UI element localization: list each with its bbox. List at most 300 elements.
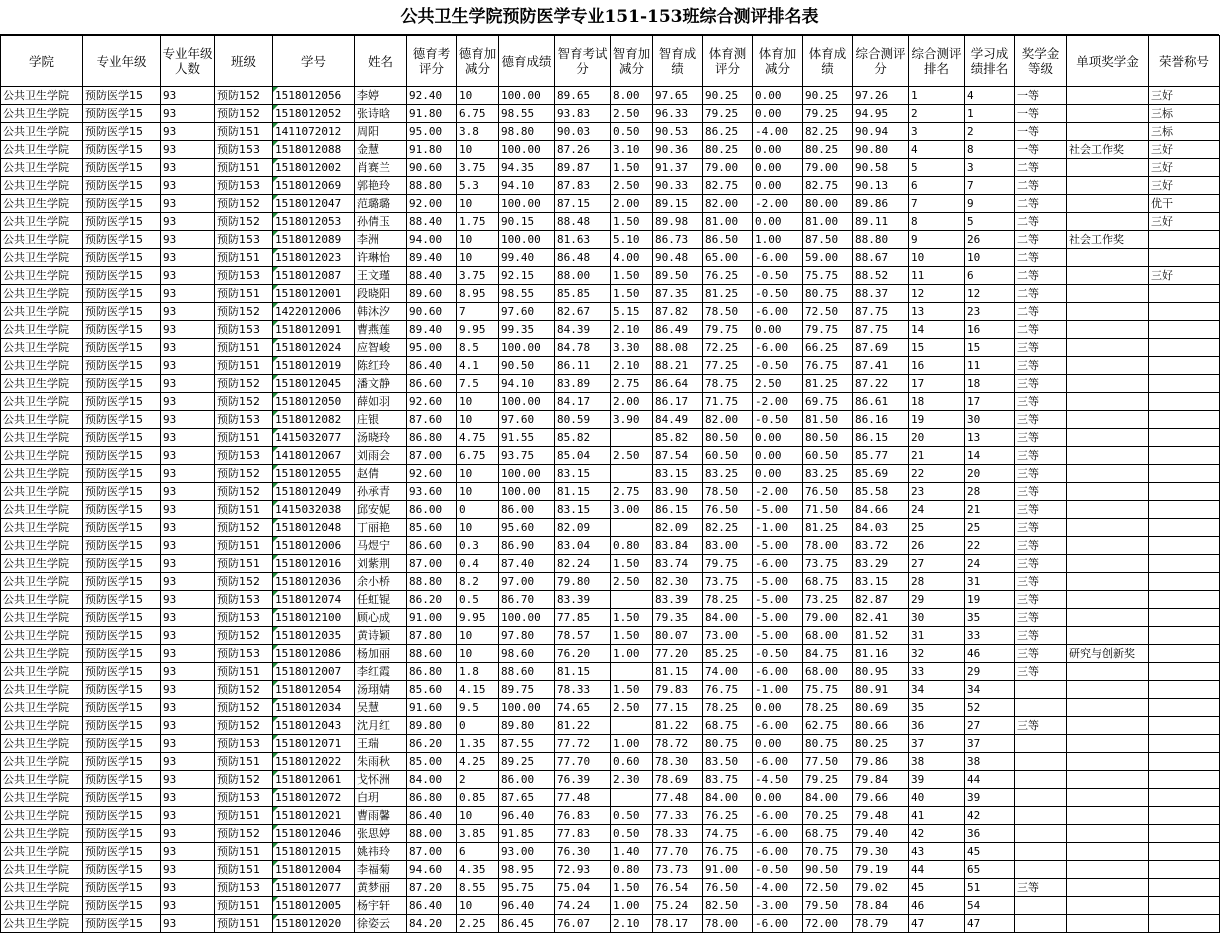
- table-cell[interactable]: 顾心成: [355, 609, 407, 627]
- table-cell[interactable]: 预防医学15: [83, 285, 161, 303]
- table-cell[interactable]: 4.00: [611, 249, 653, 267]
- table-cell[interactable]: 82.25: [703, 519, 753, 537]
- table-cell[interactable]: 3.85: [457, 825, 499, 843]
- table-cell[interactable]: 78.75: [703, 375, 753, 393]
- table-cell[interactable]: 公共卫生学院: [1, 393, 83, 411]
- table-cell[interactable]: 99.40: [499, 249, 555, 267]
- table-cell[interactable]: 79.19: [853, 861, 909, 879]
- table-cell[interactable]: 1.40: [611, 843, 653, 861]
- table-cell[interactable]: 84.49: [653, 411, 703, 429]
- table-cell[interactable]: 1518012086: [273, 645, 355, 663]
- table-cell[interactable]: [1067, 753, 1149, 771]
- table-cell[interactable]: 45: [965, 843, 1015, 861]
- table-cell[interactable]: 二等: [1015, 231, 1067, 249]
- table-cell[interactable]: 23: [965, 303, 1015, 321]
- table-cell[interactable]: 优干: [1149, 195, 1220, 213]
- table-cell[interactable]: 金慧: [355, 141, 407, 159]
- table-cell[interactable]: 83.84: [653, 537, 703, 555]
- table-cell[interactable]: 82.09: [653, 519, 703, 537]
- table-cell[interactable]: 公共卫生学院: [1, 699, 83, 717]
- table-cell[interactable]: 44: [965, 771, 1015, 789]
- table-cell[interactable]: 93: [161, 645, 215, 663]
- table-cell[interactable]: [1067, 393, 1149, 411]
- table-cell[interactable]: 预防医学15: [83, 663, 161, 681]
- table-cell[interactable]: 83.50: [703, 753, 753, 771]
- table-cell[interactable]: 89.40: [407, 321, 457, 339]
- table-cell[interactable]: 10: [965, 249, 1015, 267]
- table-cell[interactable]: 1.50: [611, 681, 653, 699]
- table-cell[interactable]: 94.95: [853, 105, 909, 123]
- table-cell[interactable]: 87.75: [853, 303, 909, 321]
- table-cell[interactable]: 0.00: [753, 141, 803, 159]
- table-cell[interactable]: 公共卫生学院: [1, 411, 83, 429]
- table-cell[interactable]: 93: [161, 321, 215, 339]
- table-cell[interactable]: 6: [965, 267, 1015, 285]
- table-cell[interactable]: -4.00: [753, 879, 803, 897]
- table-cell[interactable]: [1149, 249, 1220, 267]
- table-cell[interactable]: 1518012047: [273, 195, 355, 213]
- table-cell[interactable]: 预防152: [215, 825, 273, 843]
- table-cell[interactable]: 吴慧: [355, 699, 407, 717]
- table-cell[interactable]: 92.40: [407, 87, 457, 105]
- table-cell[interactable]: 28: [909, 573, 965, 591]
- table-cell[interactable]: 86.73: [653, 231, 703, 249]
- table-cell[interactable]: 徐姿云: [355, 915, 407, 933]
- table-cell[interactable]: 预防医学15: [83, 771, 161, 789]
- table-cell[interactable]: 预防医学15: [83, 213, 161, 231]
- table-cell[interactable]: [1067, 591, 1149, 609]
- table-cell[interactable]: 88.67: [853, 249, 909, 267]
- table-cell[interactable]: 78.25: [703, 699, 753, 717]
- table-cell[interactable]: 88.52: [853, 267, 909, 285]
- table-cell[interactable]: 1518012049: [273, 483, 355, 501]
- table-cell[interactable]: 86.90: [499, 537, 555, 555]
- table-cell[interactable]: [1067, 789, 1149, 807]
- table-cell[interactable]: 78.50: [703, 483, 753, 501]
- table-cell[interactable]: 78.00: [703, 915, 753, 933]
- table-cell[interactable]: 89.80: [499, 717, 555, 735]
- table-cell[interactable]: 98.80: [499, 123, 555, 141]
- table-cell[interactable]: 预防153: [215, 879, 273, 897]
- table-cell[interactable]: 83.90: [653, 483, 703, 501]
- table-cell[interactable]: 86.20: [407, 591, 457, 609]
- table-cell[interactable]: 84.17: [555, 393, 611, 411]
- table-cell[interactable]: [1067, 537, 1149, 555]
- table-cell[interactable]: 93: [161, 393, 215, 411]
- table-cell[interactable]: 公共卫生学院: [1, 87, 83, 105]
- table-cell[interactable]: 预防医学15: [83, 897, 161, 915]
- table-cell[interactable]: 公共卫生学院: [1, 213, 83, 231]
- table-cell[interactable]: 15: [965, 339, 1015, 357]
- table-cell[interactable]: 公共卫生学院: [1, 465, 83, 483]
- table-cell[interactable]: 91.37: [653, 159, 703, 177]
- table-cell[interactable]: 81.50: [803, 411, 853, 429]
- table-cell[interactable]: 79.50: [803, 897, 853, 915]
- table-cell[interactable]: [1149, 321, 1220, 339]
- table-cell[interactable]: 18: [909, 393, 965, 411]
- table-cell[interactable]: 1518012002: [273, 159, 355, 177]
- table-cell[interactable]: 公共卫生学院: [1, 627, 83, 645]
- table-cell[interactable]: 公共卫生学院: [1, 771, 83, 789]
- table-cell[interactable]: 2: [909, 105, 965, 123]
- table-cell[interactable]: 3: [965, 159, 1015, 177]
- table-cell[interactable]: 81.00: [703, 213, 753, 231]
- table-cell[interactable]: 93: [161, 339, 215, 357]
- table-cell[interactable]: 79.02: [853, 879, 909, 897]
- table-cell[interactable]: 12: [965, 285, 1015, 303]
- table-cell[interactable]: 89.87: [555, 159, 611, 177]
- table-cell[interactable]: 93: [161, 591, 215, 609]
- table-cell[interactable]: 79.75: [803, 321, 853, 339]
- table-cell[interactable]: 邱安妮: [355, 501, 407, 519]
- table-cell[interactable]: 预防152: [215, 717, 273, 735]
- table-cell[interactable]: 93: [161, 807, 215, 825]
- table-cell[interactable]: 29: [909, 591, 965, 609]
- table-cell[interactable]: 88.40: [407, 213, 457, 231]
- table-cell[interactable]: 预防医学15: [83, 699, 161, 717]
- table-cell[interactable]: 76.50: [703, 501, 753, 519]
- table-cell[interactable]: 77.20: [653, 645, 703, 663]
- table-cell[interactable]: 87.55: [499, 735, 555, 753]
- table-cell[interactable]: 公共卫生学院: [1, 681, 83, 699]
- table-cell[interactable]: 预防151: [215, 555, 273, 573]
- table-cell[interactable]: 三等: [1015, 483, 1067, 501]
- table-cell[interactable]: 预防医学15: [83, 825, 161, 843]
- table-cell[interactable]: [1149, 609, 1220, 627]
- table-cell[interactable]: 93: [161, 609, 215, 627]
- table-cell[interactable]: 92.60: [407, 393, 457, 411]
- table-cell[interactable]: 80.50: [703, 429, 753, 447]
- table-cell[interactable]: 公共卫生学院: [1, 807, 83, 825]
- table-cell[interactable]: 姚祎玲: [355, 843, 407, 861]
- table-cell[interactable]: 79.25: [703, 105, 753, 123]
- table-cell[interactable]: 76.25: [703, 267, 753, 285]
- table-cell[interactable]: 预防152: [215, 195, 273, 213]
- table-cell[interactable]: 2.00: [611, 195, 653, 213]
- table-cell[interactable]: 预防151: [215, 159, 273, 177]
- table-cell[interactable]: 84.00: [703, 609, 753, 627]
- table-cell[interactable]: 社会工作奖: [1067, 231, 1149, 249]
- table-cell[interactable]: 95.00: [407, 339, 457, 357]
- table-cell[interactable]: 4.1: [457, 357, 499, 375]
- table-cell[interactable]: 80.75: [803, 285, 853, 303]
- table-cell[interactable]: 97.65: [653, 87, 703, 105]
- table-cell[interactable]: 93: [161, 897, 215, 915]
- table-cell[interactable]: [1015, 807, 1067, 825]
- table-cell[interactable]: 4.75: [457, 429, 499, 447]
- table-cell[interactable]: 预防医学15: [83, 627, 161, 645]
- table-cell[interactable]: 13: [965, 429, 1015, 447]
- table-cell[interactable]: 1518012054: [273, 681, 355, 699]
- table-cell[interactable]: 69.75: [803, 393, 853, 411]
- table-cell[interactable]: 76.75: [703, 681, 753, 699]
- table-cell[interactable]: 90.50: [499, 357, 555, 375]
- table-cell[interactable]: 87.65: [499, 789, 555, 807]
- table-cell[interactable]: [1149, 501, 1220, 519]
- table-cell[interactable]: 公共卫生学院: [1, 267, 83, 285]
- table-cell[interactable]: 王瑞: [355, 735, 407, 753]
- table-cell[interactable]: 1518012004: [273, 861, 355, 879]
- table-cell[interactable]: 76.07: [555, 915, 611, 933]
- table-cell[interactable]: 88.80: [407, 573, 457, 591]
- table-cell[interactable]: 1.50: [611, 285, 653, 303]
- table-cell[interactable]: 公共卫生学院: [1, 321, 83, 339]
- table-cell[interactable]: [1149, 375, 1220, 393]
- table-cell[interactable]: 朱雨秋: [355, 753, 407, 771]
- table-cell[interactable]: 赵倩: [355, 465, 407, 483]
- table-cell[interactable]: 83.15: [555, 465, 611, 483]
- table-cell[interactable]: -3.00: [753, 897, 803, 915]
- table-cell[interactable]: 三等: [1015, 357, 1067, 375]
- table-cell[interactable]: 22: [965, 537, 1015, 555]
- table-cell[interactable]: 1.8: [457, 663, 499, 681]
- table-cell[interactable]: 27: [965, 717, 1015, 735]
- table-cell[interactable]: 46: [965, 645, 1015, 663]
- table-cell[interactable]: 77.33: [653, 807, 703, 825]
- table-cell[interactable]: 87.26: [555, 141, 611, 159]
- table-cell[interactable]: 社会工作奖: [1067, 141, 1149, 159]
- table-cell[interactable]: 93: [161, 177, 215, 195]
- table-cell[interactable]: 75.04: [555, 879, 611, 897]
- table-cell[interactable]: 0.5: [457, 591, 499, 609]
- table-cell[interactable]: 1518012023: [273, 249, 355, 267]
- table-cell[interactable]: 17: [909, 375, 965, 393]
- table-cell[interactable]: 4: [909, 141, 965, 159]
- table-cell[interactable]: 84.20: [407, 915, 457, 933]
- table-cell[interactable]: 86.25: [703, 123, 753, 141]
- table-cell[interactable]: 刘雨会: [355, 447, 407, 465]
- table-cell[interactable]: 84.03: [853, 519, 909, 537]
- table-cell[interactable]: [1067, 249, 1149, 267]
- table-cell[interactable]: 三等: [1015, 555, 1067, 573]
- table-cell[interactable]: 78.25: [803, 699, 853, 717]
- table-cell[interactable]: -1.00: [753, 519, 803, 537]
- table-cell[interactable]: 三好: [1149, 213, 1220, 231]
- table-cell[interactable]: 2: [965, 123, 1015, 141]
- table-cell[interactable]: 78.25: [703, 591, 753, 609]
- table-cell[interactable]: 3.30: [611, 339, 653, 357]
- table-cell[interactable]: 26: [965, 231, 1015, 249]
- table-cell[interactable]: 2.50: [611, 573, 653, 591]
- table-cell[interactable]: 82.50: [703, 897, 753, 915]
- table-cell[interactable]: [1067, 195, 1149, 213]
- table-cell[interactable]: 10: [457, 483, 499, 501]
- table-cell[interactable]: 2: [457, 771, 499, 789]
- table-cell[interactable]: 89.80: [407, 717, 457, 735]
- table-cell[interactable]: [1067, 663, 1149, 681]
- table-cell[interactable]: 肖赛兰: [355, 159, 407, 177]
- table-cell[interactable]: 79.83: [653, 681, 703, 699]
- table-cell[interactable]: 83.04: [555, 537, 611, 555]
- table-cell[interactable]: 1518012045: [273, 375, 355, 393]
- table-cell[interactable]: 37: [965, 735, 1015, 753]
- table-cell[interactable]: 0: [457, 717, 499, 735]
- table-cell[interactable]: 预防153: [215, 411, 273, 429]
- table-cell[interactable]: 97.80: [499, 627, 555, 645]
- table-cell[interactable]: 预防医学15: [83, 519, 161, 537]
- table-cell[interactable]: 预防医学15: [83, 429, 161, 447]
- table-cell[interactable]: 三等: [1015, 411, 1067, 429]
- table-cell[interactable]: 78.33: [555, 681, 611, 699]
- table-cell[interactable]: 93.75: [499, 447, 555, 465]
- table-cell[interactable]: [1067, 303, 1149, 321]
- table-cell[interactable]: 100.00: [499, 195, 555, 213]
- table-cell[interactable]: 80.00: [803, 195, 853, 213]
- table-cell[interactable]: 92.00: [407, 195, 457, 213]
- table-cell[interactable]: 71.50: [803, 501, 853, 519]
- table-cell[interactable]: 85.25: [703, 645, 753, 663]
- table-cell[interactable]: [1067, 609, 1149, 627]
- table-cell[interactable]: [1015, 897, 1067, 915]
- table-cell[interactable]: 87.22: [853, 375, 909, 393]
- table-cell[interactable]: 三等: [1015, 465, 1067, 483]
- table-cell[interactable]: 37: [909, 735, 965, 753]
- table-cell[interactable]: 公共卫生学院: [1, 555, 83, 573]
- table-cell[interactable]: -6.00: [753, 753, 803, 771]
- table-cell[interactable]: 86.45: [499, 915, 555, 933]
- table-cell[interactable]: 余小桥: [355, 573, 407, 591]
- table-cell[interactable]: 87.00: [407, 843, 457, 861]
- table-cell[interactable]: -5.00: [753, 591, 803, 609]
- table-cell[interactable]: 预防医学15: [83, 609, 161, 627]
- table-cell[interactable]: -6.00: [753, 249, 803, 267]
- table-cell[interactable]: 76.39: [555, 771, 611, 789]
- table-cell[interactable]: 杨加丽: [355, 645, 407, 663]
- table-cell[interactable]: 预防医学15: [83, 393, 161, 411]
- table-cell[interactable]: [1067, 681, 1149, 699]
- table-cell[interactable]: 86.17: [653, 393, 703, 411]
- table-cell[interactable]: 78.17: [653, 915, 703, 933]
- table-cell[interactable]: 90.60: [407, 303, 457, 321]
- table-cell[interactable]: 0.50: [611, 123, 653, 141]
- table-cell[interactable]: 93: [161, 213, 215, 231]
- table-cell[interactable]: 预防151: [215, 501, 273, 519]
- table-cell[interactable]: 一等: [1015, 123, 1067, 141]
- table-cell[interactable]: 预防153: [215, 735, 273, 753]
- table-cell[interactable]: 74.65: [555, 699, 611, 717]
- table-cell[interactable]: 93: [161, 249, 215, 267]
- table-cell[interactable]: 预防153: [215, 789, 273, 807]
- table-cell[interactable]: 34: [965, 681, 1015, 699]
- table-cell[interactable]: 预防151: [215, 915, 273, 933]
- table-cell[interactable]: [1149, 591, 1220, 609]
- table-cell[interactable]: 33: [965, 627, 1015, 645]
- table-cell[interactable]: 预防医学15: [83, 465, 161, 483]
- table-cell[interactable]: 8.95: [457, 285, 499, 303]
- table-cell[interactable]: 1: [909, 87, 965, 105]
- table-cell[interactable]: 41: [909, 807, 965, 825]
- table-cell[interactable]: 11: [965, 357, 1015, 375]
- table-cell[interactable]: 1418012067: [273, 447, 355, 465]
- table-cell[interactable]: 93: [161, 483, 215, 501]
- table-cell[interactable]: 0.3: [457, 537, 499, 555]
- table-cell[interactable]: 84.78: [555, 339, 611, 357]
- table-cell[interactable]: 30: [909, 609, 965, 627]
- table-cell[interactable]: 20: [909, 429, 965, 447]
- table-cell[interactable]: 89.65: [555, 87, 611, 105]
- table-cell[interactable]: 79.25: [803, 105, 853, 123]
- table-cell[interactable]: 1518012089: [273, 231, 355, 249]
- table-cell[interactable]: 1518012100: [273, 609, 355, 627]
- table-cell[interactable]: 94.10: [499, 177, 555, 195]
- table-cell[interactable]: 83.74: [653, 555, 703, 573]
- table-cell[interactable]: 81.25: [803, 519, 853, 537]
- table-cell[interactable]: 91.55: [499, 429, 555, 447]
- table-cell[interactable]: [1015, 735, 1067, 753]
- table-cell[interactable]: 73.73: [653, 861, 703, 879]
- table-cell[interactable]: 82.41: [853, 609, 909, 627]
- table-cell[interactable]: [1149, 555, 1220, 573]
- table-cell[interactable]: 预防医学15: [83, 789, 161, 807]
- table-cell[interactable]: 24: [909, 501, 965, 519]
- table-cell[interactable]: 79.48: [853, 807, 909, 825]
- table-cell[interactable]: 10: [457, 465, 499, 483]
- table-cell[interactable]: 李红霞: [355, 663, 407, 681]
- table-cell[interactable]: 0.80: [611, 861, 653, 879]
- table-cell[interactable]: 93: [161, 717, 215, 735]
- table-cell[interactable]: 87.40: [499, 555, 555, 573]
- table-cell[interactable]: [611, 789, 653, 807]
- table-cell[interactable]: 公共卫生学院: [1, 159, 83, 177]
- table-cell[interactable]: 21: [965, 501, 1015, 519]
- table-cell[interactable]: 1518012052: [273, 105, 355, 123]
- table-cell[interactable]: 88.37: [853, 285, 909, 303]
- table-cell[interactable]: 100.00: [499, 393, 555, 411]
- table-cell[interactable]: 78.57: [555, 627, 611, 645]
- table-cell[interactable]: 80.50: [803, 429, 853, 447]
- table-cell[interactable]: 三等: [1015, 429, 1067, 447]
- table-cell[interactable]: 86.11: [555, 357, 611, 375]
- table-cell[interactable]: 7: [457, 303, 499, 321]
- table-cell[interactable]: 85.60: [407, 519, 457, 537]
- table-cell[interactable]: 80.66: [853, 717, 909, 735]
- table-cell[interactable]: [1015, 843, 1067, 861]
- table-cell[interactable]: [1149, 843, 1220, 861]
- table-cell[interactable]: 预防医学15: [83, 861, 161, 879]
- table-cell[interactable]: 公共卫生学院: [1, 879, 83, 897]
- table-cell[interactable]: 60.50: [803, 447, 853, 465]
- table-cell[interactable]: [1067, 843, 1149, 861]
- table-cell[interactable]: 预防医学15: [83, 753, 161, 771]
- table-cell[interactable]: -6.00: [753, 555, 803, 573]
- table-cell[interactable]: 公共卫生学院: [1, 519, 83, 537]
- table-cell[interactable]: 87.00: [407, 555, 457, 573]
- table-cell[interactable]: 8.55: [457, 879, 499, 897]
- table-cell[interactable]: 52: [965, 699, 1015, 717]
- table-cell[interactable]: 79.25: [803, 771, 853, 789]
- table-cell[interactable]: 0.00: [753, 213, 803, 231]
- table-cell[interactable]: 38: [965, 753, 1015, 771]
- table-cell[interactable]: 90.15: [499, 213, 555, 231]
- table-cell[interactable]: 78.79: [853, 915, 909, 933]
- table-cell[interactable]: [1149, 447, 1220, 465]
- table-cell[interactable]: 77.25: [703, 357, 753, 375]
- table-cell[interactable]: 78.50: [703, 303, 753, 321]
- table-cell[interactable]: [1149, 789, 1220, 807]
- table-cell[interactable]: 93: [161, 861, 215, 879]
- table-cell[interactable]: 14: [965, 447, 1015, 465]
- table-cell[interactable]: 1518012055: [273, 465, 355, 483]
- table-cell[interactable]: 三等: [1015, 447, 1067, 465]
- table-cell[interactable]: 公共卫生学院: [1, 789, 83, 807]
- table-cell[interactable]: 91.00: [407, 609, 457, 627]
- table-cell[interactable]: 李福菊: [355, 861, 407, 879]
- table-cell[interactable]: 89.60: [407, 285, 457, 303]
- table-cell[interactable]: 三等: [1015, 645, 1067, 663]
- table-cell[interactable]: 1518012048: [273, 519, 355, 537]
- table-cell[interactable]: 96.33: [653, 105, 703, 123]
- table-cell[interactable]: 曹燕莲: [355, 321, 407, 339]
